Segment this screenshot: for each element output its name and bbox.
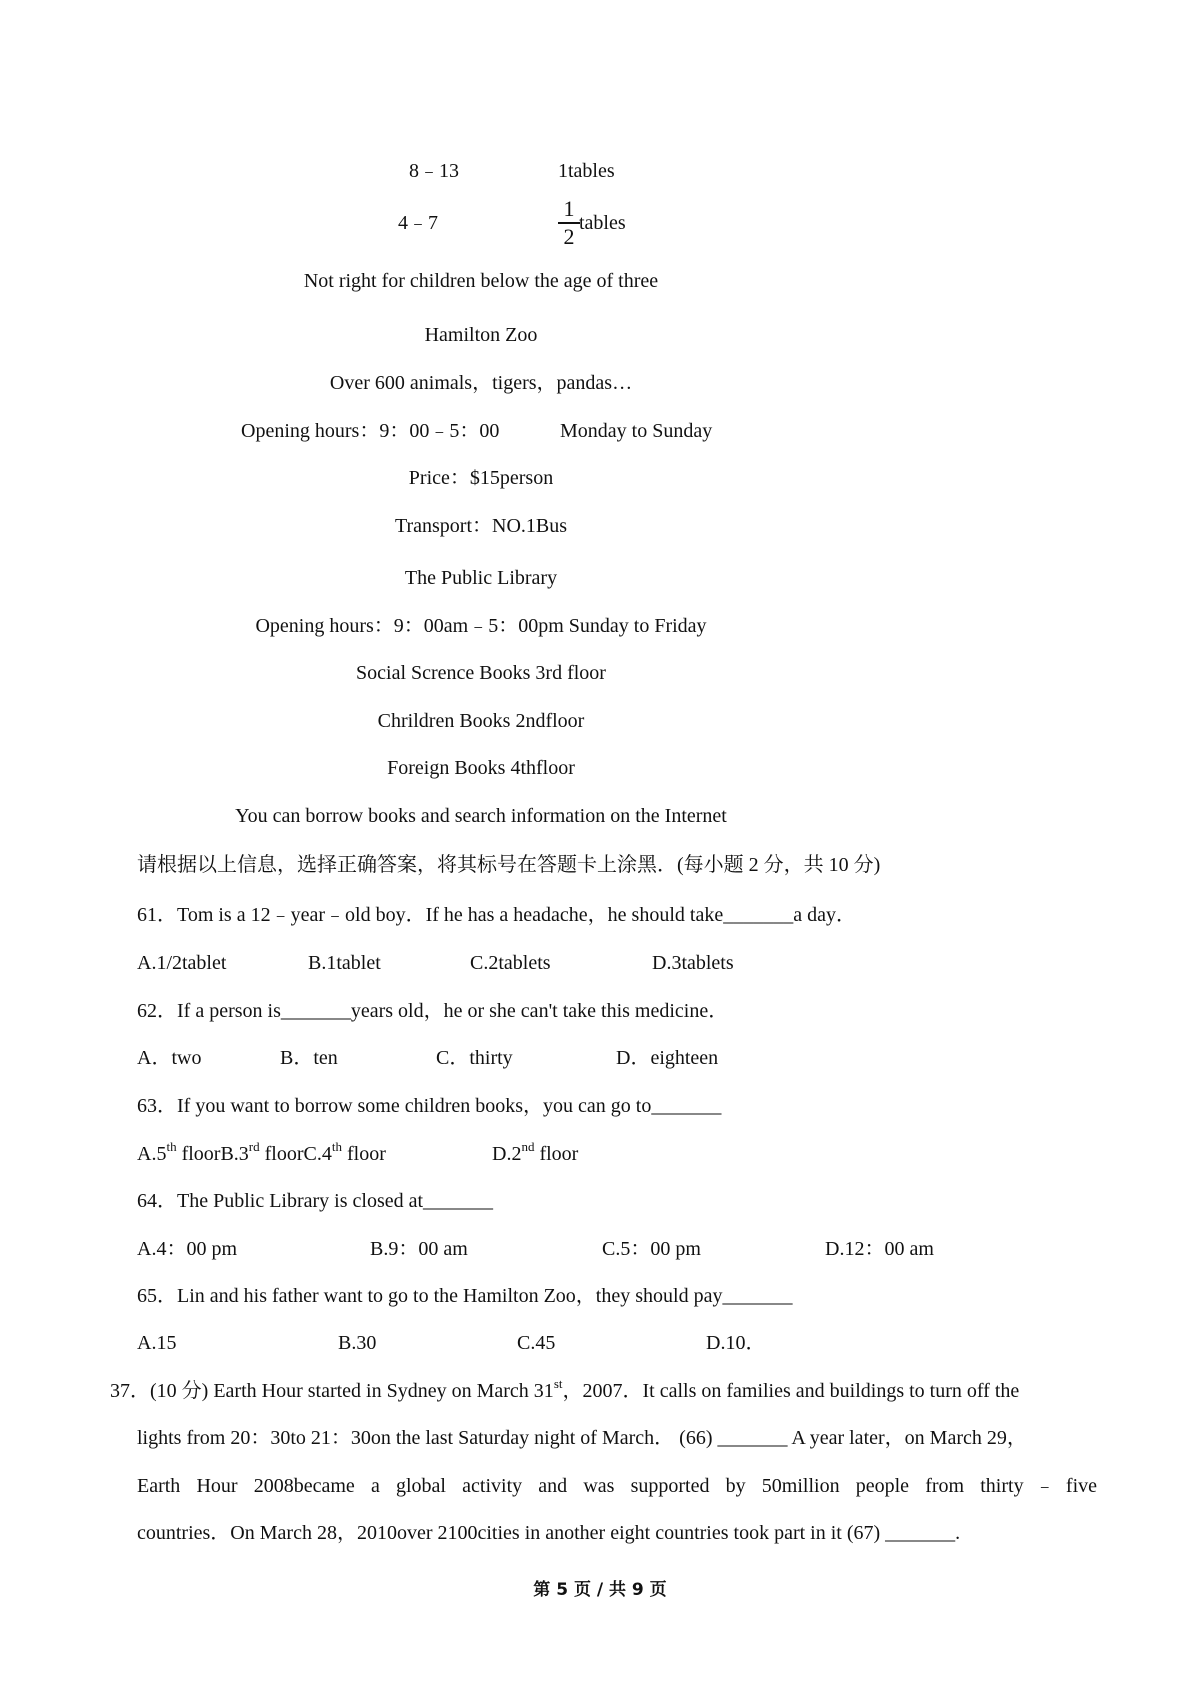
library-hours: Opening hours：9：00am﹣5：00pm Sunday to Friday — [255, 615, 707, 637]
q61-option-b: B.1tablet — [308, 952, 381, 974]
dosage-age-2: 4﹣7 — [398, 212, 438, 234]
q64-option-c: C.5：00 pm — [602, 1238, 701, 1260]
q63-options-abc — [137, 1141, 386, 1167]
q65-option-c: C.45 — [517, 1332, 556, 1354]
zoo-hours: Opening hours：9：00﹣5：00 — [241, 420, 500, 442]
q63-sup-c: th — [331, 1139, 342, 1154]
library-note: You can borrow books and search information on the Internet — [235, 805, 727, 827]
q62-text-end: years old，he or she can't take this medicine． — [350, 1000, 729, 1022]
dosage-amount-2: tables — [579, 212, 626, 234]
passage-37-line-2: lights from 20：30to 21：30on the last Saturday night of March． (66) _______ A year later，on March 29， — [137, 1427, 1027, 1449]
q64-option-d: D.12：00 am — [825, 1238, 934, 1260]
library-title: The Public Library — [404, 567, 558, 589]
fraction-numerator: 1 — [563, 196, 575, 221]
q63-text: 63．If you want to borrow some children books，you can go to — [137, 1095, 652, 1117]
q63-option-d-start: D.2 — [492, 1143, 522, 1165]
question-65 — [137, 1283, 792, 1309]
q63-blank: _______ — [651, 1095, 722, 1117]
q64-option-b: B.9：00 am — [370, 1238, 468, 1260]
dosage-warning: Not right for children below the age of three — [303, 270, 659, 292]
question-64 — [137, 1188, 493, 1214]
passage-37-line-3: Earth Hour 2008became a global activity and was supported by 50million people from thirty﹣five — [137, 1475, 1097, 1497]
passage-37-text-1b: ，2007．It calls on families and buildings to turn off the — [562, 1380, 1020, 1402]
q64-blank: _______ — [423, 1190, 494, 1212]
q63-sup-a: th — [166, 1139, 177, 1154]
q65-text: 65．Lin and his father want to go to the Hamilton Zoo，they should pay — [137, 1285, 723, 1307]
q64-text: 64．The Public Library is closed at — [137, 1190, 424, 1212]
q63-option-d-end: floor — [534, 1143, 579, 1165]
zoo-price: Price：$15person — [408, 467, 554, 489]
instruction-text: 请根据以上信息，选择正确答案，将其标号在答题卡上涂黑．(每小题 2 分，共 10 分) — [137, 854, 881, 876]
q61-option-a: A.1/2tablet — [137, 952, 227, 974]
q63-option-a: A.5 — [137, 1143, 167, 1165]
q61-text-end: a day． — [793, 904, 856, 926]
q61-text: 61．Tom is a 12﹣year﹣old boy．If he has a headache，he should take — [137, 904, 724, 926]
q62-option-c: C．thirty — [436, 1047, 513, 1069]
q65-option-a: A.15 — [137, 1332, 177, 1354]
page-footer: 第 5 页 / 共 9 页 — [533, 1580, 667, 1600]
q62-text: 62．If a person is — [137, 1000, 281, 1022]
zoo-animals: Over 600 animals，tigers，pandas… — [329, 372, 633, 394]
q65-blank: _______ — [722, 1285, 793, 1307]
zoo-title: Hamilton Zoo — [424, 324, 538, 346]
q64-option-a: A.4：00 pm — [137, 1238, 237, 1260]
dosage-amount-1: 1tables — [558, 160, 615, 182]
q62-option-d: D．eighteen — [616, 1047, 719, 1069]
dosage-fraction — [558, 197, 580, 249]
q63-sup-b: rd — [248, 1139, 260, 1154]
q63-option-c-end: floor — [341, 1143, 386, 1165]
q62-blank: _______ — [280, 1000, 351, 1022]
passage-37-sup: st — [553, 1376, 563, 1391]
q65-option-d: D.10． — [706, 1332, 766, 1354]
q62-option-b: B．ten — [280, 1047, 338, 1069]
passage-37-line-4: countries．On March 28，2010over 2100cities in another eight countries took part in it (67) _______. — [137, 1522, 961, 1544]
passage-37-text-1a: 37．(10 分) Earth Hour started in Sydney on March 31 — [110, 1380, 554, 1402]
library-floor-foreign: Foreign Books 4thfloor — [387, 757, 575, 779]
q61-option-d: D.3tablets — [652, 952, 734, 974]
question-63 — [137, 1093, 721, 1119]
fraction-denominator: 2 — [563, 224, 575, 249]
library-floor-children: Chrildren Books 2ndfloor — [377, 710, 585, 732]
zoo-transport: Transport：NO.1Bus — [394, 515, 568, 537]
q63-option-b: floorB.3 — [176, 1143, 249, 1165]
question-61 — [137, 902, 856, 928]
dosage-age-1: 8﹣13 — [409, 160, 459, 182]
q61-blank: _______ — [723, 904, 794, 926]
q63-sup-d: nd — [521, 1139, 535, 1154]
q62-option-a: A．two — [137, 1047, 202, 1069]
passage-37-line-1 — [110, 1378, 1019, 1404]
q65-option-b: B.30 — [338, 1332, 377, 1354]
q63-option-c: floorC.4 — [259, 1143, 332, 1165]
question-62 — [137, 998, 728, 1024]
q63-option-d — [492, 1141, 578, 1167]
q61-option-c: C.2tablets — [470, 952, 551, 974]
library-floor-social: Social Scrence Books 3rd floor — [356, 662, 606, 684]
zoo-days: Monday to Sunday — [560, 420, 713, 442]
